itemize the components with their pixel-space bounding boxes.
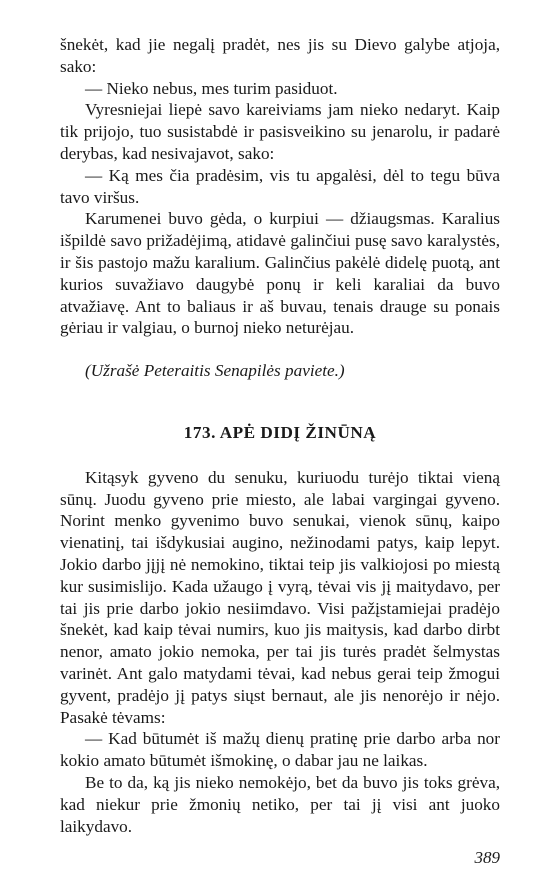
story-heading: 173. APĖ DIDĮ ŽINŪNĄ	[183, 422, 377, 442]
paragraph: — Kad būtumėt iš mažų dienų pratinę prie darbo arba nor kokio amato būtumėt išmokinę, o dabar jau ne laikas.	[60, 729, 500, 771]
paragraph: Kitąsyk gyveno du senuku, kuriuodu turėjo tiktai vieną sūnų. Juodu gyveno prie miesto, ale labai vargingai gyveno. Norint menko gyvenimo buvo senukai, vienok sūnų, kaipo vienatinį, tai išdykusiai augino, nežinodami patys, kaip lepyt. Jokio darbo jįjį nė nemokino, tiktai teip jis valkiojosi po miestą kur susimislijo. Kada užaugo į vyrą, tėvai vis jį maitydavo, per tai jis prie darbo jokio nesiimdavo. Visi pažįstamiejai pradėjo šnekėt, kad kaip tėvai numirs, kuo jis maitysis, kad darbo dirbt nenor, amato jokio nemoka, per tai jis turės pradėt šelmystas varinėt. Ant galo matydami tėvai, kad nebus gerai teip žmogui gyvent, pradėjo jį patys siųst bernaut, ale jis nenorėjo ir nėjo. Pasakė tėvams:	[60, 467, 500, 727]
source-note: (Užrašė Peteraitis Senapilės paviete.)	[85, 361, 345, 381]
paragraph: — Ką mes čia pradėsim, vis tu apgalėsi, dėl to tegu būva tavo viršus.	[60, 165, 500, 207]
text-after-heading	[60, 467, 500, 838]
paragraph: — Nieko nebus, mes turim pasiduot.	[85, 78, 338, 98]
text-before-heading	[60, 34, 500, 339]
page-number: 389	[474, 848, 500, 867]
paragraph: Karumenei buvo gėda, o kurpiui — džiaugsmas. Karalius išpildė savo prižadėjimą, atidavė galinčiui pusę savo karalystės, ir šis pastojo mažu karalium. Galinčius pakėlė didelę puotą, ant kurios suvažiavo daugybė ponų ir keli karaliai da buvo atvažiavę. Ant to baliaus ir aš buvau, tenais drauge su ponais gėriau ir valgiau, o burnoj nieko neturėjau.	[60, 209, 500, 338]
paragraph: Be to da, ką jis nieko nemokėjo, bet da buvo jis toks grėva, kad niekur prie žmonių netiko, per tai jį visi ant juoko laikydavo.	[60, 772, 500, 836]
paragraph: šnekėt, kad jie negalį pradėt, nes jis su Dievo galybe atjoja, sako:	[60, 35, 500, 76]
paragraph: Vyresniejai liepė savo kareiviams jam nieko nedaryt. Kaip tik prijojo, tuo susistabdė ir pasisveikino su jenarolu, ir padarė derybas, kad nesivajavot, sako:	[60, 100, 500, 163]
